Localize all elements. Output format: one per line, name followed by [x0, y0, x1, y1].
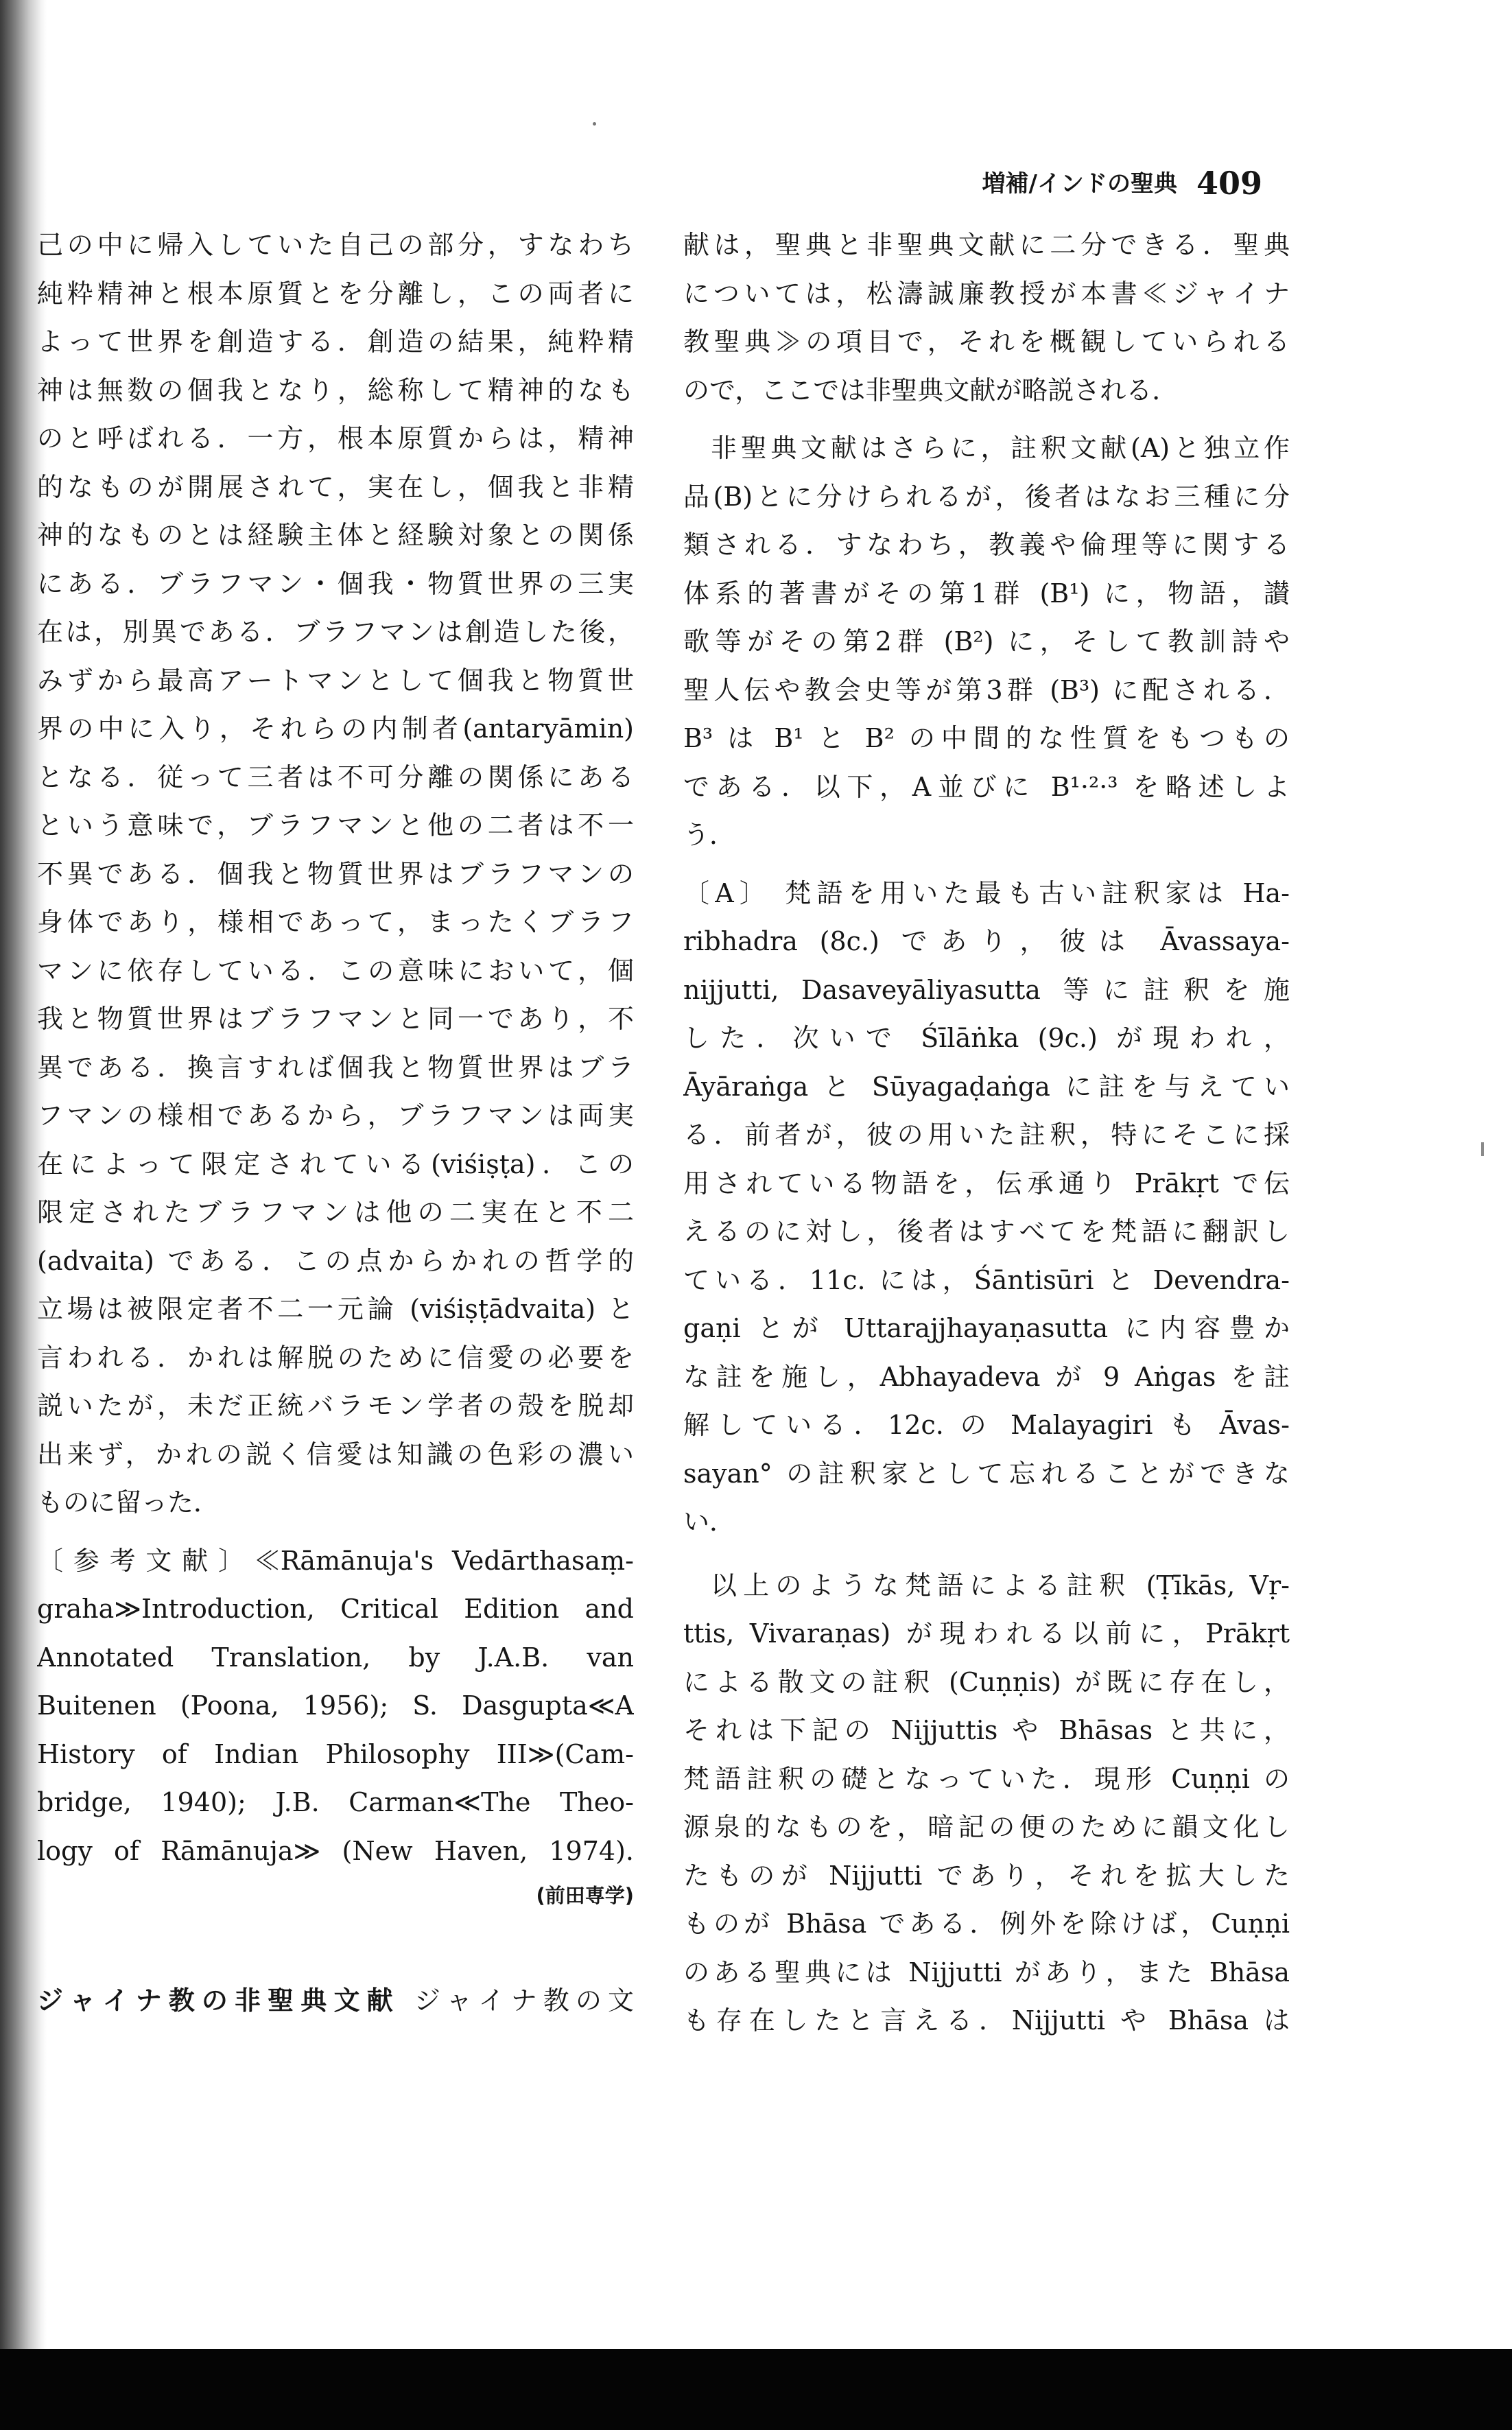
text-line: 身体であり，様相であって，まったくブラフ — [37, 907, 634, 937]
text-line: 異である．換言すれば個我と物質世界はブラ — [37, 1052, 634, 1083]
text-line: 不異である．個我と物質世界はブラフマンの — [37, 858, 634, 889]
text-line: 〔A〕 梵語を用いた最も古い註釈家は Ha- — [683, 877, 1290, 908]
text-line: えるのに対し，後者はすべてを梵語に翻訳し — [683, 1216, 1290, 1247]
entry-start-text: ジャイナ教の文 — [414, 1985, 634, 2016]
text-line: 以上のような梵語による註釈 (Ṭīkās, Vṛ- — [711, 1570, 1290, 1601]
text-line: 品(B)とに分けられるが，後者はなお三種に分 — [683, 481, 1290, 512]
text-line: という意味で，ブラフマンと他の二者は不一 — [37, 810, 634, 840]
text-line: Āyāraṅga と Sūyagaḍaṅga に註を与えてい — [683, 1071, 1290, 1102]
text-line: による散文の註釈 (Cuṇṇis) が既に存在し， — [683, 1666, 1290, 1697]
text-line: となる．従って三者は不可分離の関係にある — [37, 762, 634, 792]
text-line: 神は無数の個我となり，総称して精神的なも — [37, 375, 634, 405]
references-block — [37, 1537, 634, 1876]
text-line: みずから最高アートマンとして個我と物質世 — [37, 665, 634, 696]
text-line: ので，ここでは非聖典文献が略説される． — [683, 375, 1179, 405]
text-line: のと呼ばれる．一方，根本原質からは，精神 — [37, 423, 634, 453]
text-line: 梵語註釈の礎となっていた．現形 Cuṇṇi の — [683, 1763, 1290, 1794]
author-signature: (前田専学) — [536, 1884, 634, 1907]
scan-mark — [1481, 1142, 1484, 1156]
reference-line: bridge, 1940); J.B. Carman≪The Theo- — [37, 1787, 634, 1817]
text-line: 我と物質世界はブラフマンと同一であり，不 — [37, 1004, 634, 1034]
text-line: (advaita) である．この点からかれの哲学的 — [37, 1245, 634, 1276]
reference-line: 〔参考文献〕≪Rāmānuja's Vedārthasaṃ- — [37, 1545, 634, 1576]
text-line: 類される．すなわち，教義や倫理等に関する — [683, 530, 1290, 560]
text-line: 言われる．かれは解脱のために信愛の必要を — [37, 1342, 634, 1373]
text-line: 純粋精神と根本原質とを分離し，この両者に — [37, 278, 634, 309]
text-line: 体系的著書がその第1群 (B¹) に，物語，讃 — [683, 578, 1290, 609]
text-line: 用されている物語を，伝承通り Prākṛt で伝 — [683, 1168, 1290, 1199]
text-line: である．以下，A並びに B¹·²·³ を略述しよ — [683, 771, 1290, 802]
text-line: nijjutti, Dasaveyāliyasutta 等に註釈を施 — [683, 974, 1290, 1005]
text-line: 非聖典文献はさらに，註釈文献(A)と独立作 — [711, 433, 1290, 463]
text-line: 聖人伝や教会史等が第3群 (B³) に配される． — [683, 674, 1290, 705]
text-line: のある聖典には Nijjutti があり，また Bhāsa — [683, 1957, 1290, 1987]
text-line: については，松濤誠廉教授が本書≪ジャイナ — [683, 278, 1290, 309]
text-line: した．次いで Śīlāṅka (9c.) が現われ， — [683, 1023, 1290, 1053]
running-title: 増補/インドの聖典 — [982, 170, 1177, 198]
text-line: ribhadra (8c.) であり，彼は Āvassaya- — [683, 926, 1290, 956]
paragraph-1 — [683, 221, 1290, 414]
text-line: 献は，聖典と非聖典文献に二分できる．聖典 — [683, 230, 1290, 260]
text-line: 在は，別異である．ブラフマンは創造した後， — [37, 617, 634, 647]
text-line: も存在したと言える．Nijjutti や Bhāsa は — [683, 2005, 1290, 2036]
text-line: う． — [683, 820, 736, 850]
text-line: フマンの様相であるから，ブラフマンは両実 — [37, 1100, 634, 1131]
reference-line: History of Indian Philosophy III≫(Cam- — [37, 1738, 634, 1769]
paragraph-4 — [683, 1561, 1290, 2045]
left-column — [37, 221, 634, 2025]
text-line: る．前者が，彼の用いた註釈，特にそこに採 — [683, 1120, 1290, 1150]
scan-bottom-border — [0, 2349, 1512, 2430]
text-line: 歌等がその第2群 (B²) に，そして教訓詩や — [683, 626, 1290, 657]
scan-speck — [593, 122, 596, 126]
reference-line: graha≫Introduction, Critical Edition and — [37, 1594, 634, 1624]
text-line: マンに依存している．この意味において，個 — [37, 955, 634, 986]
text-line: 立場は被限定者不二一元論 (viśiṣṭādvaita) と — [37, 1294, 634, 1324]
text-line: 己の中に帰入していた自己の部分，すなわち — [37, 230, 634, 260]
text-line: たものが Nijjutti であり，それを拡大した — [683, 1860, 1290, 1891]
text-line: 神的なものとは経験主体と経験対象との関係 — [37, 520, 634, 550]
paragraph-3 — [683, 869, 1290, 1546]
text-line: よって世界を創造する．創造の結果，純粋精 — [37, 327, 634, 357]
text-line: ものが Bhāsa である．例外を除けば，Cuṇṇi — [683, 1909, 1290, 1939]
text-line: 的なものが開展されて，実在し，個我と非精 — [37, 471, 634, 502]
entry-heading-line — [37, 1977, 634, 2025]
reference-line: logy of Rāmānuja≫ (New Haven, 1974). — [37, 1835, 634, 1866]
reference-line: Buitenen (Poona, 1956); S. Dasgupta≪A — [37, 1690, 634, 1721]
text-line: それは下記の Nijjuttis や Bhāsas と共に， — [683, 1715, 1290, 1745]
text-line: 出来ず，かれの説く信愛は知識の色彩の濃い — [37, 1439, 634, 1470]
text-line: い． — [683, 1507, 736, 1537]
text-line: 説いたが，未だ正統バラモン学者の殻を脱却 — [37, 1391, 634, 1421]
paragraph-2 — [683, 424, 1290, 860]
text-line: sayan° の註釈家として忘れることができな — [683, 1458, 1290, 1489]
text-line: 在によって限定されている(viśiṣṭa)．この — [37, 1148, 634, 1179]
left-paragraph — [37, 221, 634, 1527]
text-line: gaṇi とが Uttarajjhayaṇasutta に内容豊か — [683, 1313, 1290, 1343]
text-line: B³ は B¹ と B² の中間的な性質をもつもの — [683, 723, 1290, 753]
text-line: にある．ブラフマン・個我・物質世界の三実 — [37, 568, 634, 599]
text-line: 界の中に入り，それらの内制者(antaryāmin) — [37, 713, 634, 744]
text-line: な註を施し，Abhayadeva が 9 Aṅgas を註 — [683, 1361, 1290, 1392]
entry-title: ジャイナ教の非聖典文献 — [37, 1985, 400, 2016]
reference-line: Annotated Translation, by J.A.B. van — [37, 1642, 634, 1673]
right-column — [683, 221, 1290, 2045]
text-line: ttis, Vivaraṇas) が現われる以前に，Prākṛt — [683, 1618, 1290, 1649]
page-number: 409 — [1196, 165, 1262, 202]
text-line: 源泉的なものを，暗記の便のために韻文化し — [683, 1812, 1290, 1842]
page-header — [906, 165, 1262, 202]
text-line: ものに留った． — [37, 1487, 220, 1518]
text-line: 限定されたブラフマンは他の二実在と不二 — [37, 1197, 634, 1227]
text-line: 教聖典≫の項目で，それを概観していられる — [683, 327, 1290, 357]
text-line: 解している．12c. の Malayagiri も Āvas- — [683, 1410, 1290, 1440]
text-line: ている．11c. には，Śāntisūri と Devendra- — [683, 1264, 1290, 1295]
